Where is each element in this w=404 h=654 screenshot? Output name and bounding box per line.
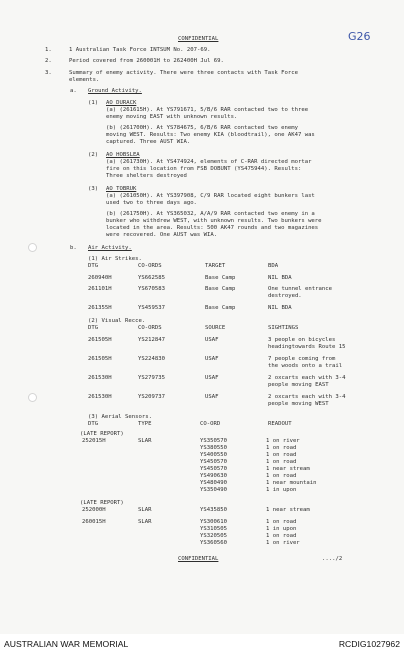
cell-dtg: 252015H bbox=[82, 438, 106, 444]
cell-coords: YS209737 bbox=[138, 394, 165, 400]
item-text: 1 Australian Task Force INTSUM No. 207-69. bbox=[69, 47, 211, 53]
column-header: SOURCE bbox=[205, 325, 226, 331]
cell-sighting: 3 people on bicycles bbox=[268, 337, 336, 343]
cell-readout: 1 near stream bbox=[266, 466, 310, 472]
continuation-marker: ..../2 bbox=[322, 556, 343, 562]
cell-source: USAF bbox=[205, 337, 219, 343]
cell-coords: YS320505 bbox=[200, 533, 227, 539]
report-line: (a) (261615H). At YS791671, 5/B/6 RAR contacted two to three bbox=[106, 107, 309, 113]
cell-readout: 1 on river bbox=[266, 438, 300, 444]
cell-bda: One tunnel entrance bbox=[268, 286, 332, 292]
cell-readout: 1 near stream bbox=[266, 507, 310, 513]
subsection-title: AO HOBSLEA bbox=[106, 152, 140, 158]
cell-bda: destroyed. bbox=[268, 293, 302, 299]
cell-coords: YS350490 bbox=[200, 487, 227, 493]
subsection-title: AO TOBRUK bbox=[106, 186, 137, 192]
cell-coords: YS310505 bbox=[200, 526, 227, 532]
column-header: DTG bbox=[88, 263, 99, 269]
cell-readout: 1 near mountain bbox=[266, 480, 317, 486]
item-number: 3. bbox=[45, 70, 52, 76]
cell-dtg: 261530H bbox=[88, 375, 112, 381]
cell-dtg: 252000H bbox=[82, 507, 106, 513]
subsection-number: (3) bbox=[88, 186, 99, 192]
cell-bda: NIL BDA bbox=[268, 275, 292, 281]
cell-coords: YS279735 bbox=[138, 375, 165, 381]
cell-coords: YS459537 bbox=[138, 305, 165, 311]
column-header: TYPE bbox=[138, 421, 152, 427]
report-line: (a) (261050H). At YS397908, C/9 RAR located eight bunkers last bbox=[106, 193, 315, 199]
column-header: DTG bbox=[88, 325, 99, 331]
cell-coords: YS380550 bbox=[200, 445, 227, 451]
section-a-title: Ground Activity. bbox=[88, 88, 142, 94]
cell-sighting: the woods onto a trail bbox=[268, 363, 343, 369]
cell-readout: 1 in upon bbox=[266, 526, 297, 532]
footer-record-id: RCDIG1027962 bbox=[338, 639, 400, 649]
cell-coords: YS435850 bbox=[200, 507, 227, 513]
cell-coords: YS360560 bbox=[200, 540, 227, 546]
column-header: CO-ORDS bbox=[138, 263, 162, 269]
cell-sighting: people moving WEST bbox=[268, 401, 329, 407]
report-line: (b) (261750H). At YS365032, A/A/9 RAR contacted two enemy in a bbox=[106, 211, 315, 217]
section-a-label: a. bbox=[70, 88, 77, 94]
cell-coords: YS300610 bbox=[200, 519, 227, 525]
cell-target: Base Camp bbox=[205, 275, 236, 281]
cell-readout: 1 on road bbox=[266, 473, 297, 479]
subsection-number: (2) bbox=[88, 152, 99, 158]
item-text: Summary of enemy activity. There were three contacts with Task Force bbox=[69, 70, 299, 76]
report-line: (a) (261730H). At YS474924, elements of C-RAR directed mortar bbox=[106, 159, 312, 165]
cell-sighting: headingtowards Route 15 bbox=[268, 344, 346, 350]
cell-readout: 1 on road bbox=[266, 519, 297, 525]
report-line: bunker who withdrew WEST, with unknown results. Two bunkers were bbox=[106, 218, 322, 224]
item-number: 1. bbox=[45, 47, 52, 53]
cell-coords: YS350570 bbox=[200, 438, 227, 444]
cell-type: SLAR bbox=[138, 438, 152, 444]
cell-dtg: 260015H bbox=[82, 519, 106, 525]
report-line: fire on this location from FSB DOBUNT (YS475944). Results: bbox=[106, 166, 302, 172]
report-line: located in the area. Results: 500 AK47 rounds and two magazines bbox=[106, 225, 319, 231]
cell-coords: YS212847 bbox=[138, 337, 165, 343]
punch-hole bbox=[28, 393, 37, 402]
cell-coords: YS670583 bbox=[138, 286, 165, 292]
column-header: READOUT bbox=[268, 421, 292, 427]
punch-hole bbox=[28, 243, 37, 252]
cell-readout: 1 on road bbox=[266, 533, 297, 539]
cell-sighting: people moving EAST bbox=[268, 382, 329, 388]
cell-dtg: 261355H bbox=[88, 305, 112, 311]
classification-top: CONFIDENTIAL bbox=[178, 36, 219, 42]
cell-target: Base Camp bbox=[205, 305, 236, 311]
column-header: SIGHTINGS bbox=[268, 325, 299, 331]
cell-coords: YS480490 bbox=[200, 480, 227, 486]
cell-type: SLAR bbox=[138, 519, 152, 525]
report-line: (b) (261700H). At YS784675, 6/B/6 RAR contacted two enemy bbox=[106, 125, 298, 131]
report-line: were recovered. One AUST was WIA. bbox=[106, 232, 218, 238]
subsection-title: AO DURACK bbox=[106, 100, 137, 106]
report-line: enemy moving EAST with unknown results. bbox=[106, 114, 238, 120]
report-line: used two to three days ago. bbox=[106, 200, 197, 206]
cell-readout: 1 on road bbox=[266, 459, 297, 465]
cell-source: USAF bbox=[205, 356, 219, 362]
cell-source: USAF bbox=[205, 375, 219, 381]
item-number: 2. bbox=[45, 58, 52, 64]
report-line: captured. Three AUST WIA. bbox=[106, 139, 191, 145]
item-text: elements. bbox=[69, 77, 100, 83]
column-header: TARGET bbox=[205, 263, 226, 269]
cell-coords: YS490630 bbox=[200, 473, 227, 479]
archive-footer bbox=[0, 634, 404, 654]
section-b-title: Air Activity. bbox=[88, 245, 132, 251]
cell-dtg: 260940H bbox=[88, 275, 112, 281]
late-report-note: (LATE REPORT) bbox=[80, 500, 124, 506]
handwritten-ref-number: G26 bbox=[348, 30, 371, 43]
cell-sighting: 7 people coming from bbox=[268, 356, 336, 362]
cell-source: USAF bbox=[205, 394, 219, 400]
column-header: CO-ORDS bbox=[138, 325, 162, 331]
cell-coords: YS450570 bbox=[200, 459, 227, 465]
visual-recce-heading: (2) Visual Recce. bbox=[88, 318, 146, 324]
cell-readout: 1 on road bbox=[266, 452, 297, 458]
cell-dtg: 261101H bbox=[88, 286, 112, 292]
item-text: Period covered from 260001H to 262400H Jul 69. bbox=[69, 58, 224, 64]
cell-coords: YS662585 bbox=[138, 275, 165, 281]
air-strikes-heading: (1) Air Strikes. bbox=[88, 256, 142, 262]
cell-coords: YS400550 bbox=[200, 452, 227, 458]
cell-dtg: 261505H bbox=[88, 356, 112, 362]
subsection-number: (1) bbox=[88, 100, 99, 106]
cell-dtg: 261530H bbox=[88, 394, 112, 400]
cell-target: Base Camp bbox=[205, 286, 236, 292]
report-line: moving WEST. Results: Two enemy KIA (bloodtrail), one AK47 was bbox=[106, 132, 315, 138]
cell-type: SLAR bbox=[138, 507, 152, 513]
report-line: Three shelters destroyed bbox=[106, 173, 187, 179]
cell-sighting: 2 oxcarts each with 3-4 bbox=[268, 375, 346, 381]
aerial-sensors-heading: (3) Aerial Sensors. bbox=[88, 414, 152, 420]
cell-readout: 1 on road bbox=[266, 445, 297, 451]
late-report-note: (LATE REPORT) bbox=[80, 431, 124, 437]
column-header: DTG bbox=[88, 421, 99, 427]
footer-archive-name: AUSTRALIAN WAR MEMORIAL bbox=[4, 639, 129, 649]
cell-readout: 1 in upon bbox=[266, 487, 297, 493]
column-header: BDA bbox=[268, 263, 279, 269]
cell-readout: 1 on river bbox=[266, 540, 300, 546]
section-b-label: b. bbox=[70, 245, 77, 251]
classification-bottom: CONFIDENTIAL bbox=[178, 556, 219, 562]
column-header: CO-ORD bbox=[200, 421, 221, 427]
cell-coords: YS450570 bbox=[200, 466, 227, 472]
cell-bda: NIL BDA bbox=[268, 305, 292, 311]
cell-sighting: 2 oxcarts each with 3-4 bbox=[268, 394, 346, 400]
cell-dtg: 261505H bbox=[88, 337, 112, 343]
cell-coords: YS224830 bbox=[138, 356, 165, 362]
